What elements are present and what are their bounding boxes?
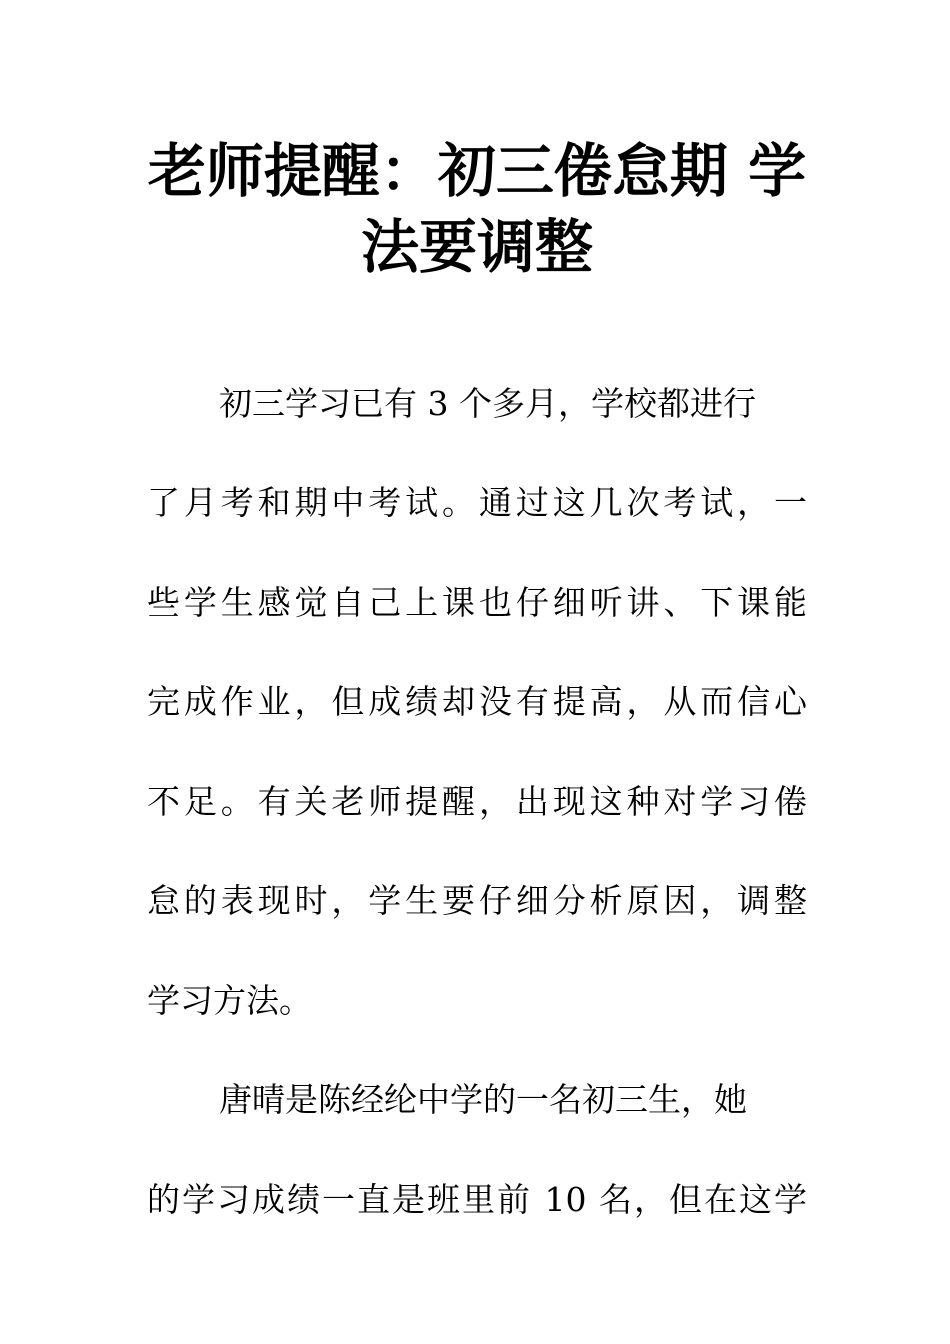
paragraph-1-line-6: 怠的表现时，学生要仔细分析原因，调整 xyxy=(147,881,807,920)
paragraph-1-line-1: 初三学习已有 3 个多月，学校都进行 xyxy=(219,384,756,423)
paragraph-1-line-5: 不足。有关老师提醒，出现这种对学习倦 xyxy=(147,782,807,821)
document-title xyxy=(147,133,807,285)
paragraph-1-line-4: 完成作业，但成绩却没有提高，从而信心 xyxy=(147,682,807,721)
paragraph-1-line-7: 学习方法。 xyxy=(147,981,312,1020)
paragraph-2-line-2: 的学习成绩一直是班里前 10 名，但在这学 xyxy=(147,1180,807,1219)
title-line-2: 法要调整 xyxy=(360,213,593,281)
title-line-1: 老师提醒：初三倦怠期 学 xyxy=(147,137,807,205)
paragraph-1-line-2: 了月考和期中考试。通过这几次考试，一 xyxy=(147,483,807,522)
paragraph-1-line-3: 些学生感觉自己上课也仔细听讲、下课能 xyxy=(147,583,807,622)
paragraph-2-line-1: 唐晴是陈经纶中学的一名初三生，她 xyxy=(219,1080,747,1119)
